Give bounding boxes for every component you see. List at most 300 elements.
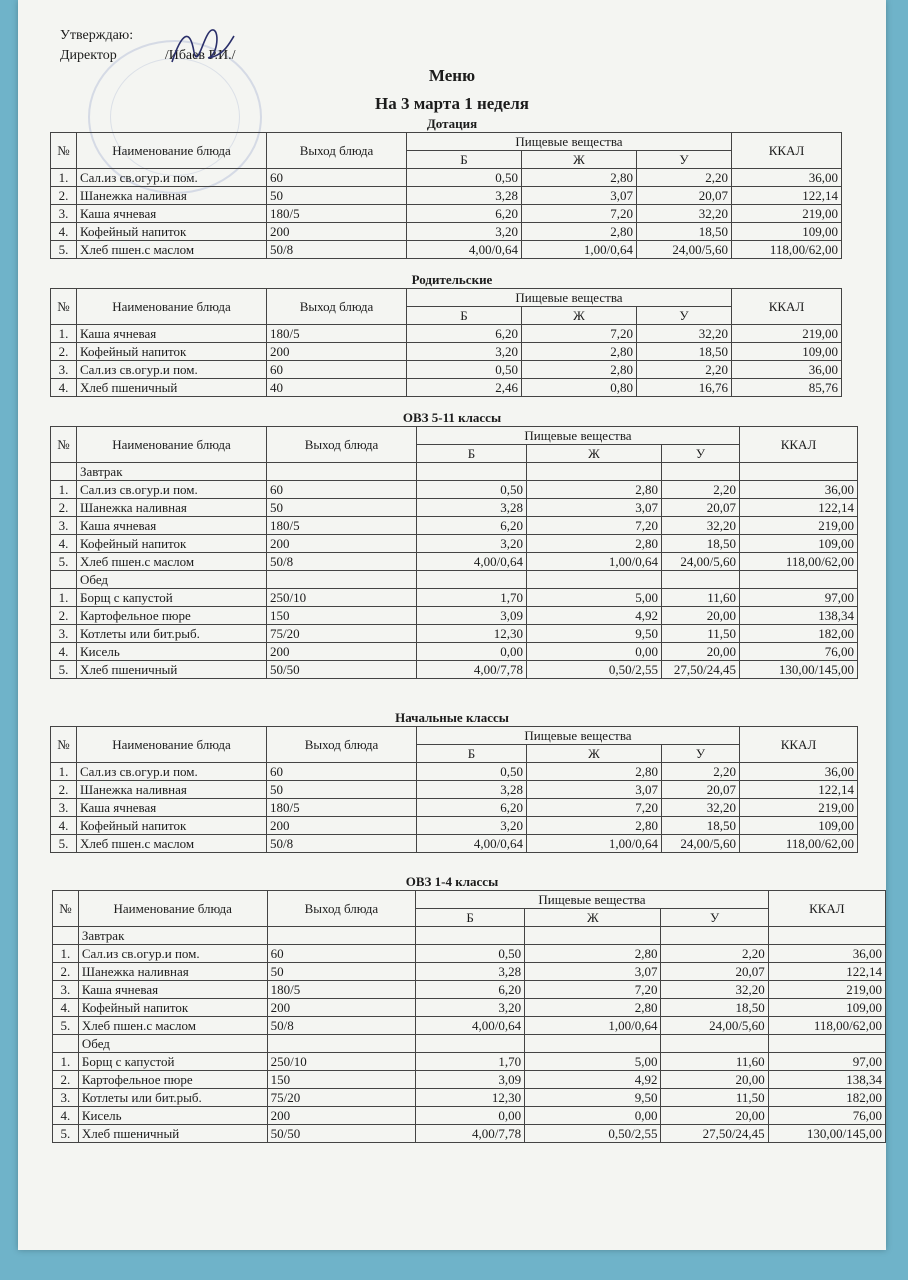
table-row bbox=[53, 981, 886, 999]
dish-output: 50/8 bbox=[267, 553, 417, 571]
col-header-nutrients: Пищевые вещества bbox=[417, 727, 740, 745]
fat-value: 1,00/0,64 bbox=[527, 835, 662, 853]
kcal-value: 130,00/145,00 bbox=[740, 661, 858, 679]
row-number: 1. bbox=[51, 589, 77, 607]
dish-name: Кофейный напиток bbox=[77, 535, 267, 553]
carbs-value: 20,07 bbox=[662, 499, 740, 517]
table-row bbox=[51, 763, 858, 781]
protein-value: 1,70 bbox=[417, 589, 527, 607]
dish-output: 200 bbox=[267, 535, 417, 553]
table-row bbox=[53, 945, 886, 963]
dish-name: Котлеты или бит.рыб. bbox=[77, 625, 267, 643]
col-header-nutrients: Пищевые вещества bbox=[407, 289, 732, 307]
dish-name: Хлеб пшеничный bbox=[77, 379, 267, 397]
protein-value: 12,30 bbox=[417, 625, 527, 643]
col-header-fat: Ж bbox=[525, 909, 661, 927]
kcal-value: 109,00 bbox=[768, 999, 885, 1017]
col-header-protein: Б bbox=[407, 151, 522, 169]
fat-value: 3,07 bbox=[525, 963, 661, 981]
dish-output: 60 bbox=[267, 361, 407, 379]
table-row bbox=[51, 535, 858, 553]
row-number: 4. bbox=[51, 535, 77, 553]
table-row bbox=[51, 607, 858, 625]
table-row bbox=[51, 325, 842, 343]
kcal-value: 122,14 bbox=[740, 499, 858, 517]
table-row bbox=[51, 817, 858, 835]
carbs-value: 32,20 bbox=[637, 325, 732, 343]
carbs-value: 11,50 bbox=[661, 1089, 768, 1107]
protein-value: 0,50 bbox=[417, 481, 527, 499]
kcal-value: 182,00 bbox=[768, 1089, 885, 1107]
section-label: Обед bbox=[77, 571, 267, 589]
row-number: 3. bbox=[51, 517, 77, 535]
header-row bbox=[51, 289, 842, 307]
cell-empty bbox=[768, 927, 885, 945]
row-number: 3. bbox=[51, 799, 77, 817]
protein-value: 3,28 bbox=[417, 781, 527, 799]
menu-document bbox=[18, 0, 886, 1250]
carbs-value: 2,20 bbox=[662, 763, 740, 781]
col-header-output: Выход блюда bbox=[267, 727, 417, 763]
dish-output: 180/5 bbox=[267, 517, 417, 535]
carbs-value: 24,00/5,60 bbox=[662, 835, 740, 853]
protein-value: 3,09 bbox=[416, 1071, 525, 1089]
dish-output: 150 bbox=[267, 1071, 416, 1089]
protein-value: 0,50 bbox=[416, 945, 525, 963]
row-number: 1. bbox=[51, 169, 77, 187]
fat-value: 3,07 bbox=[527, 499, 662, 517]
kcal-value: 36,00 bbox=[732, 169, 842, 187]
row-number: 4. bbox=[51, 817, 77, 835]
row-number: 5. bbox=[53, 1017, 79, 1035]
col-header-kcal: ККАЛ bbox=[740, 427, 858, 463]
fat-value: 3,07 bbox=[522, 187, 637, 205]
col-header-output: Выход блюда bbox=[267, 427, 417, 463]
dish-output: 60 bbox=[267, 169, 407, 187]
col-header-carbs: У bbox=[661, 909, 768, 927]
col-header-protein: Б bbox=[416, 909, 525, 927]
dish-output: 50/8 bbox=[267, 1017, 416, 1035]
table-caption: Родительские bbox=[411, 272, 493, 287]
menu-table bbox=[52, 890, 886, 1143]
fat-value: 2,80 bbox=[522, 223, 637, 241]
kcal-value: 36,00 bbox=[732, 361, 842, 379]
kcal-value: 97,00 bbox=[768, 1053, 885, 1071]
row-number: 3. bbox=[51, 361, 77, 379]
dish-output: 250/10 bbox=[267, 1053, 416, 1071]
row-number: 2. bbox=[51, 343, 77, 361]
fat-value: 1,00/0,64 bbox=[525, 1017, 661, 1035]
header-row bbox=[51, 133, 842, 151]
kcal-value: 182,00 bbox=[740, 625, 858, 643]
page-subtitle: На 3 марта 1 неделя bbox=[375, 94, 529, 113]
dish-name: Шанежка наливная bbox=[78, 963, 267, 981]
dish-name: Кисель bbox=[78, 1107, 267, 1125]
row-number: 5. bbox=[51, 661, 77, 679]
carbs-value: 2,20 bbox=[662, 481, 740, 499]
cell-empty bbox=[525, 927, 661, 945]
protein-value: 0,00 bbox=[416, 1107, 525, 1125]
row-number: 4. bbox=[53, 999, 79, 1017]
dish-output: 200 bbox=[267, 817, 417, 835]
carbs-value: 16,76 bbox=[637, 379, 732, 397]
carbs-value: 11,50 bbox=[662, 625, 740, 643]
col-header-output: Выход блюда bbox=[267, 133, 407, 169]
header-row bbox=[51, 727, 858, 745]
col-header-carbs: У bbox=[662, 445, 740, 463]
dish-output: 75/20 bbox=[267, 1089, 416, 1107]
dish-output: 75/20 bbox=[267, 625, 417, 643]
row-number: 4. bbox=[51, 643, 77, 661]
table-row bbox=[51, 625, 858, 643]
carbs-value: 2,20 bbox=[637, 169, 732, 187]
fat-value: 3,07 bbox=[527, 781, 662, 799]
menu-table bbox=[50, 726, 858, 853]
dish-name: Котлеты или бит.рыб. bbox=[78, 1089, 267, 1107]
dish-name: Кисель bbox=[77, 643, 267, 661]
carbs-value: 32,20 bbox=[662, 799, 740, 817]
section-label: Завтрак bbox=[78, 927, 267, 945]
carbs-value: 24,00/5,60 bbox=[661, 1017, 768, 1035]
carbs-value: 20,07 bbox=[661, 963, 768, 981]
protein-value: 4,00/0,64 bbox=[417, 835, 527, 853]
kcal-value: 219,00 bbox=[740, 517, 858, 535]
kcal-value: 76,00 bbox=[768, 1107, 885, 1125]
table-row bbox=[53, 1053, 886, 1071]
row-number: 2. bbox=[51, 499, 77, 517]
carbs-value: 24,00/5,60 bbox=[637, 241, 732, 259]
col-header-num: № bbox=[53, 891, 79, 927]
cell-empty bbox=[740, 463, 858, 481]
dish-name: Кофейный напиток bbox=[77, 817, 267, 835]
protein-value: 0,50 bbox=[407, 361, 522, 379]
col-header-name: Наименование блюда bbox=[77, 133, 267, 169]
protein-value: 0,00 bbox=[417, 643, 527, 661]
col-header-protein: Б bbox=[407, 307, 522, 325]
table-row bbox=[51, 187, 842, 205]
col-header-fat: Ж bbox=[527, 445, 662, 463]
menu-table bbox=[50, 426, 858, 679]
dish-name: Картофельное пюре bbox=[77, 607, 267, 625]
col-header-protein: Б bbox=[417, 745, 527, 763]
table-caption: Дотация bbox=[426, 116, 478, 131]
dish-output: 200 bbox=[267, 223, 407, 241]
director-signature bbox=[168, 22, 238, 72]
cell-empty bbox=[661, 927, 768, 945]
cell-empty bbox=[768, 1035, 885, 1053]
carbs-value: 24,00/5,60 bbox=[662, 553, 740, 571]
cell-empty bbox=[527, 571, 662, 589]
row-number: 1. bbox=[51, 325, 77, 343]
carbs-value: 11,60 bbox=[661, 1053, 768, 1071]
dish-name: Кофейный напиток bbox=[77, 343, 267, 361]
carbs-value: 27,50/24,45 bbox=[662, 661, 740, 679]
protein-value: 3,28 bbox=[416, 963, 525, 981]
row-number: 1. bbox=[51, 763, 77, 781]
section-row bbox=[51, 571, 858, 589]
carbs-value: 27,50/24,45 bbox=[661, 1125, 768, 1143]
col-header-carbs: У bbox=[637, 307, 732, 325]
cell-empty bbox=[525, 1035, 661, 1053]
kcal-value: 219,00 bbox=[740, 799, 858, 817]
kcal-value: 122,14 bbox=[740, 781, 858, 799]
table-row bbox=[51, 835, 858, 853]
table-row bbox=[51, 643, 858, 661]
table-row bbox=[53, 1107, 886, 1125]
carbs-value: 32,20 bbox=[662, 517, 740, 535]
protein-value: 1,70 bbox=[416, 1053, 525, 1071]
col-header-kcal: ККАЛ bbox=[740, 727, 858, 763]
row-number: 4. bbox=[51, 223, 77, 241]
dish-output: 200 bbox=[267, 343, 407, 361]
fat-value: 4,92 bbox=[525, 1071, 661, 1089]
kcal-value: 118,00/62,00 bbox=[768, 1017, 885, 1035]
dish-name: Кофейный напиток bbox=[77, 223, 267, 241]
col-header-name: Наименование блюда bbox=[77, 289, 267, 325]
dish-output: 40 bbox=[267, 379, 407, 397]
page-title: Меню bbox=[428, 66, 476, 85]
carbs-value: 18,50 bbox=[637, 343, 732, 361]
col-header-kcal: ККАЛ bbox=[732, 133, 842, 169]
dish-name: Шанежка наливная bbox=[77, 187, 267, 205]
row-number: 3. bbox=[51, 205, 77, 223]
row-number: 1. bbox=[53, 945, 79, 963]
dish-name: Хлеб пшен.с маслом bbox=[77, 241, 267, 259]
protein-value: 4,00/7,78 bbox=[416, 1125, 525, 1143]
col-header-nutrients: Пищевые вещества bbox=[416, 891, 768, 909]
carbs-value: 20,00 bbox=[662, 607, 740, 625]
row-number: 2. bbox=[51, 187, 77, 205]
fat-value: 0,80 bbox=[522, 379, 637, 397]
dish-name: Сал.из св.огур.и пом. bbox=[77, 763, 267, 781]
dish-output: 180/5 bbox=[267, 205, 407, 223]
kcal-value: 109,00 bbox=[732, 343, 842, 361]
dish-output: 250/10 bbox=[267, 589, 417, 607]
protein-value: 6,20 bbox=[416, 981, 525, 999]
fat-value: 0,50/2,55 bbox=[525, 1125, 661, 1143]
dish-name: Сал.из св.огур.и пом. bbox=[77, 169, 267, 187]
dish-name: Шанежка наливная bbox=[77, 499, 267, 517]
row-number: 2. bbox=[53, 963, 79, 981]
kcal-value: 109,00 bbox=[740, 817, 858, 835]
cell-empty bbox=[53, 927, 79, 945]
carbs-value: 32,20 bbox=[637, 205, 732, 223]
fat-value: 1,00/0,64 bbox=[527, 553, 662, 571]
col-header-num: № bbox=[51, 289, 77, 325]
col-header-fat: Ж bbox=[522, 151, 637, 169]
director-title: Директор bbox=[60, 48, 117, 63]
menu-table bbox=[50, 288, 842, 397]
table-caption: ОВЗ 5-11 классы bbox=[402, 410, 502, 425]
cell-empty bbox=[662, 571, 740, 589]
table-row bbox=[51, 343, 842, 361]
cell-empty bbox=[51, 571, 77, 589]
dish-output: 60 bbox=[267, 763, 417, 781]
table-row bbox=[51, 241, 842, 259]
kcal-value: 118,00/62,00 bbox=[740, 553, 858, 571]
col-header-carbs: У bbox=[662, 745, 740, 763]
section-row bbox=[53, 927, 886, 945]
col-header-output: Выход блюда bbox=[267, 289, 407, 325]
table-row bbox=[53, 1125, 886, 1143]
cell-empty bbox=[267, 463, 417, 481]
cell-empty bbox=[416, 927, 525, 945]
dish-output: 50/50 bbox=[267, 1125, 416, 1143]
dish-name: Хлеб пшеничный bbox=[78, 1125, 267, 1143]
section-row bbox=[53, 1035, 886, 1053]
fat-value: 2,80 bbox=[527, 481, 662, 499]
kcal-value: 85,76 bbox=[732, 379, 842, 397]
col-header-fat: Ж bbox=[527, 745, 662, 763]
dish-name: Хлеб пшеничный bbox=[77, 661, 267, 679]
dish-name: Каша ячневая bbox=[78, 981, 267, 999]
row-number: 2. bbox=[51, 607, 77, 625]
fat-value: 2,80 bbox=[522, 361, 637, 379]
protein-value: 2,46 bbox=[407, 379, 522, 397]
header-row bbox=[51, 427, 858, 445]
dish-name: Шанежка наливная bbox=[77, 781, 267, 799]
protein-value: 6,20 bbox=[407, 325, 522, 343]
dish-name: Хлеб пшен.с маслом bbox=[77, 835, 267, 853]
col-header-nutrients: Пищевые вещества bbox=[407, 133, 732, 151]
row-number: 5. bbox=[51, 835, 77, 853]
dish-output: 200 bbox=[267, 643, 417, 661]
table-row bbox=[53, 1071, 886, 1089]
carbs-value: 18,50 bbox=[662, 817, 740, 835]
kcal-value: 97,00 bbox=[740, 589, 858, 607]
cell-empty bbox=[662, 463, 740, 481]
dish-output: 60 bbox=[267, 945, 416, 963]
kcal-value: 130,00/145,00 bbox=[768, 1125, 885, 1143]
col-header-num: № bbox=[51, 427, 77, 463]
header-row bbox=[53, 891, 886, 909]
cell-empty bbox=[51, 463, 77, 481]
fat-value: 0,00 bbox=[525, 1107, 661, 1125]
carbs-value: 18,50 bbox=[662, 535, 740, 553]
protein-value: 3,20 bbox=[417, 535, 527, 553]
col-header-carbs: У bbox=[637, 151, 732, 169]
table-caption: Начальные классы bbox=[395, 710, 509, 725]
row-number: 2. bbox=[53, 1071, 79, 1089]
fat-value: 7,20 bbox=[525, 981, 661, 999]
dish-name: Каша ячневая bbox=[77, 205, 267, 223]
fat-value: 7,20 bbox=[522, 325, 637, 343]
fat-value: 2,80 bbox=[525, 999, 661, 1017]
dish-output: 200 bbox=[267, 1107, 416, 1125]
protein-value: 3,20 bbox=[416, 999, 525, 1017]
cell-empty bbox=[527, 463, 662, 481]
dish-output: 180/5 bbox=[267, 325, 407, 343]
dish-name: Каша ячневая bbox=[77, 517, 267, 535]
col-header-name: Наименование блюда bbox=[77, 727, 267, 763]
row-number: 1. bbox=[51, 481, 77, 499]
protein-value: 3,28 bbox=[407, 187, 522, 205]
kcal-value: 122,14 bbox=[732, 187, 842, 205]
fat-value: 9,50 bbox=[525, 1089, 661, 1107]
dish-output: 50 bbox=[267, 781, 417, 799]
dish-output: 50 bbox=[267, 963, 416, 981]
dish-output: 50/8 bbox=[267, 835, 417, 853]
protein-value: 3,20 bbox=[417, 817, 527, 835]
dish-name: Кофейный напиток bbox=[78, 999, 267, 1017]
cell-empty bbox=[417, 571, 527, 589]
table-row bbox=[53, 1017, 886, 1035]
row-number: 3. bbox=[51, 625, 77, 643]
dish-output: 50 bbox=[267, 187, 407, 205]
kcal-value: 36,00 bbox=[768, 945, 885, 963]
col-header-nutrients: Пищевые вещества bbox=[417, 427, 740, 445]
carbs-value: 20,07 bbox=[662, 781, 740, 799]
kcal-value: 219,00 bbox=[732, 325, 842, 343]
kcal-value: 138,34 bbox=[740, 607, 858, 625]
fat-value: 2,80 bbox=[525, 945, 661, 963]
row-number: 4. bbox=[51, 379, 77, 397]
fat-value: 0,00 bbox=[527, 643, 662, 661]
table-row bbox=[51, 661, 858, 679]
section-label: Завтрак bbox=[77, 463, 267, 481]
table-row bbox=[51, 553, 858, 571]
dish-name: Хлеб пшен.с маслом bbox=[78, 1017, 267, 1035]
fat-value: 7,20 bbox=[527, 799, 662, 817]
protein-value: 6,20 bbox=[417, 799, 527, 817]
kcal-value: 138,34 bbox=[768, 1071, 885, 1089]
kcal-value: 109,00 bbox=[740, 535, 858, 553]
carbs-value: 32,20 bbox=[661, 981, 768, 999]
row-number: 5. bbox=[51, 553, 77, 571]
protein-value: 4,00/0,64 bbox=[407, 241, 522, 259]
dish-output: 180/5 bbox=[267, 981, 416, 999]
protein-value: 6,20 bbox=[407, 205, 522, 223]
col-header-kcal: ККАЛ bbox=[732, 289, 842, 325]
fat-value: 5,00 bbox=[527, 589, 662, 607]
fat-value: 2,80 bbox=[527, 763, 662, 781]
col-header-name: Наименование блюда bbox=[78, 891, 267, 927]
kcal-value: 36,00 bbox=[740, 763, 858, 781]
fat-value: 2,80 bbox=[522, 343, 637, 361]
dish-name: Хлеб пшен.с маслом bbox=[77, 553, 267, 571]
col-header-fat: Ж bbox=[522, 307, 637, 325]
dish-output: 200 bbox=[267, 999, 416, 1017]
carbs-value: 20,07 bbox=[637, 187, 732, 205]
protein-value: 4,00/7,78 bbox=[417, 661, 527, 679]
kcal-value: 36,00 bbox=[740, 481, 858, 499]
kcal-value: 122,14 bbox=[768, 963, 885, 981]
kcal-value: 118,00/62,00 bbox=[732, 241, 842, 259]
col-header-num: № bbox=[51, 727, 77, 763]
protein-value: 4,00/0,64 bbox=[417, 553, 527, 571]
section-row bbox=[51, 463, 858, 481]
dish-output: 50 bbox=[267, 499, 417, 517]
table-row bbox=[51, 517, 858, 535]
cell-empty bbox=[661, 1035, 768, 1053]
dish-output: 180/5 bbox=[267, 799, 417, 817]
row-number: 1. bbox=[53, 1053, 79, 1071]
kcal-value: 109,00 bbox=[732, 223, 842, 241]
fat-value: 2,80 bbox=[527, 535, 662, 553]
table-row bbox=[53, 1089, 886, 1107]
row-number: 3. bbox=[53, 981, 79, 999]
dish-output: 150 bbox=[267, 607, 417, 625]
table-row bbox=[53, 999, 886, 1017]
dish-name: Сал.из св.огур.и пом. bbox=[78, 945, 267, 963]
carbs-value: 2,20 bbox=[661, 945, 768, 963]
table-caption: ОВЗ 1-4 классы bbox=[405, 874, 499, 889]
cell-empty bbox=[267, 1035, 416, 1053]
cell-empty bbox=[267, 927, 416, 945]
protein-value: 4,00/0,64 bbox=[416, 1017, 525, 1035]
director-name: /Ибаев Р.И./ bbox=[164, 48, 236, 63]
fat-value: 7,20 bbox=[522, 205, 637, 223]
